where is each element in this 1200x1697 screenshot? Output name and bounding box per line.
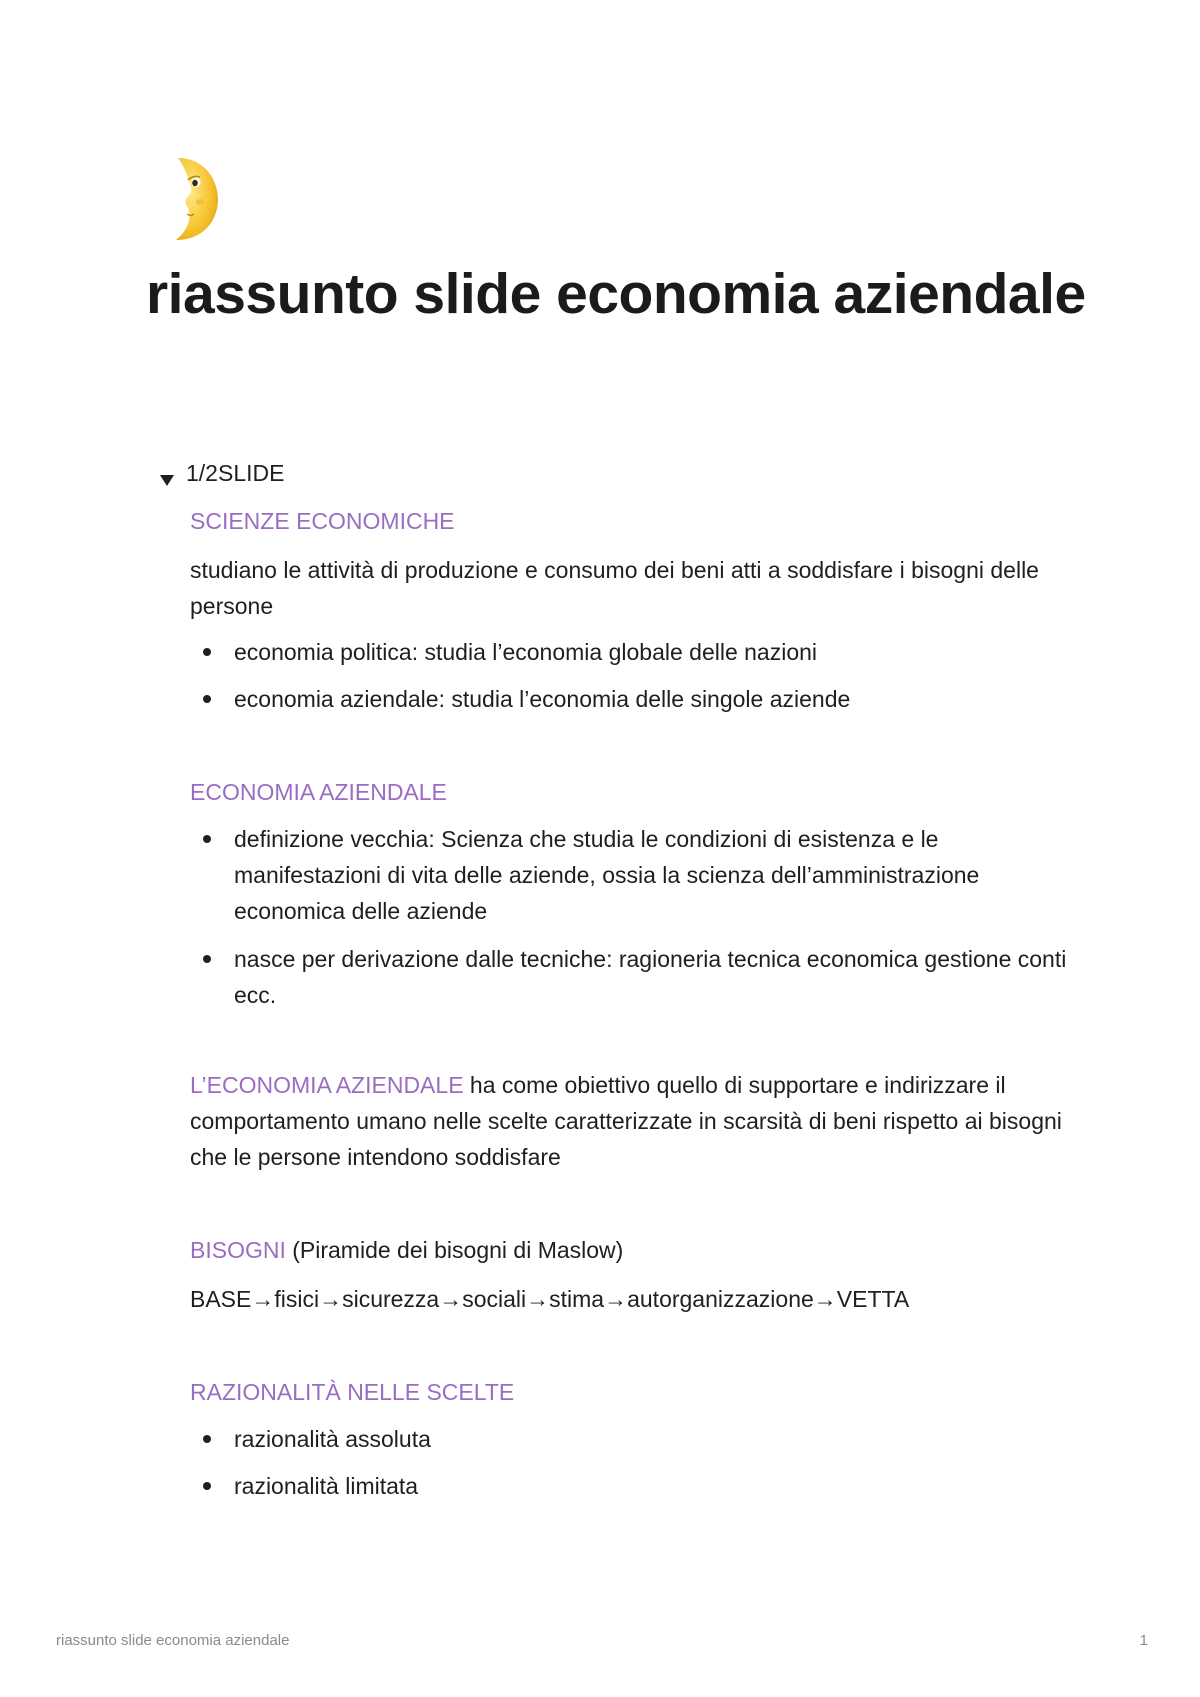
bullet-list [190,634,1080,717]
section-bisogni [190,1233,1080,1317]
section-heading: ECONOMIA AZIENDALE [190,779,447,805]
highlight-text: L’ECONOMIA AZIENDALE [190,1072,464,1098]
bullet-dot [203,835,211,843]
bullet-list [190,821,1080,1013]
list-item: definizione vecchia: Scienza che studia le condizioni di esistenza e le manifestazioni di vita delle aziende, ossia la scienza dell’amministrazione economica delle aziende [190,821,1080,929]
triangle-down-icon[interactable] [160,466,174,480]
section-heading: BISOGNI (Piramide dei bisogni di Maslow) [190,1237,624,1263]
bullet-list [190,1421,1080,1504]
toggle-content [190,504,1080,1504]
bullet-dot [203,648,211,656]
bullet-dot [203,955,211,963]
section-economia-aziendale [190,775,1080,1013]
list-item: economia politica: studia l’economia globale delle nazioni [190,634,1080,670]
bullet-dot [203,1435,211,1443]
footer-page-number: 1 [1139,1632,1148,1649]
list-item: razionalità limitata [190,1468,1080,1504]
toggle-header[interactable] [160,456,1080,490]
toggle-label: 1/2SLIDE [186,459,285,486]
paragraph: BASE→fisici→sicurezza→sociali→stima→autorganizzazione→VETTA [190,1286,910,1312]
list-item: nasce per derivazione dalle tecniche: ragioneria tecnica economica gestione conti ecc. [190,941,1080,1013]
bullet-dot [203,695,211,703]
bullet-dot [203,1482,211,1490]
section-razionalita [190,1375,1080,1504]
paragraph: studiano le attività di produzione e consumo dei beni atti a soddisfare i bisogni delle persone [190,557,1039,619]
toggle-block [160,456,1080,1504]
page-title: riassunto slide economia aziendale [146,262,1086,326]
section-obiettivo [190,1067,1080,1175]
footer-title: riassunto slide economia aziendale [56,1632,290,1649]
crescent-moon-face-icon [160,156,220,242]
paragraph: L’ECONOMIA AZIENDALE ha come obiettivo quello di supportare e indirizzare il comportamento umano nelle scelte caratterizzate in scarsità di beni rispetto ai bisogni che le persone intendono soddisfare [190,1072,1062,1170]
list-item: razionalità assoluta [190,1421,1080,1457]
section-heading: RAZIONALITÀ NELLE SCELTE [190,1379,515,1405]
list-item: economia aziendale: studia l’economia delle singole aziende [190,681,1080,717]
section-heading: SCIENZE ECONOMICHE [190,508,455,534]
section-scienze-economiche [190,504,1080,717]
